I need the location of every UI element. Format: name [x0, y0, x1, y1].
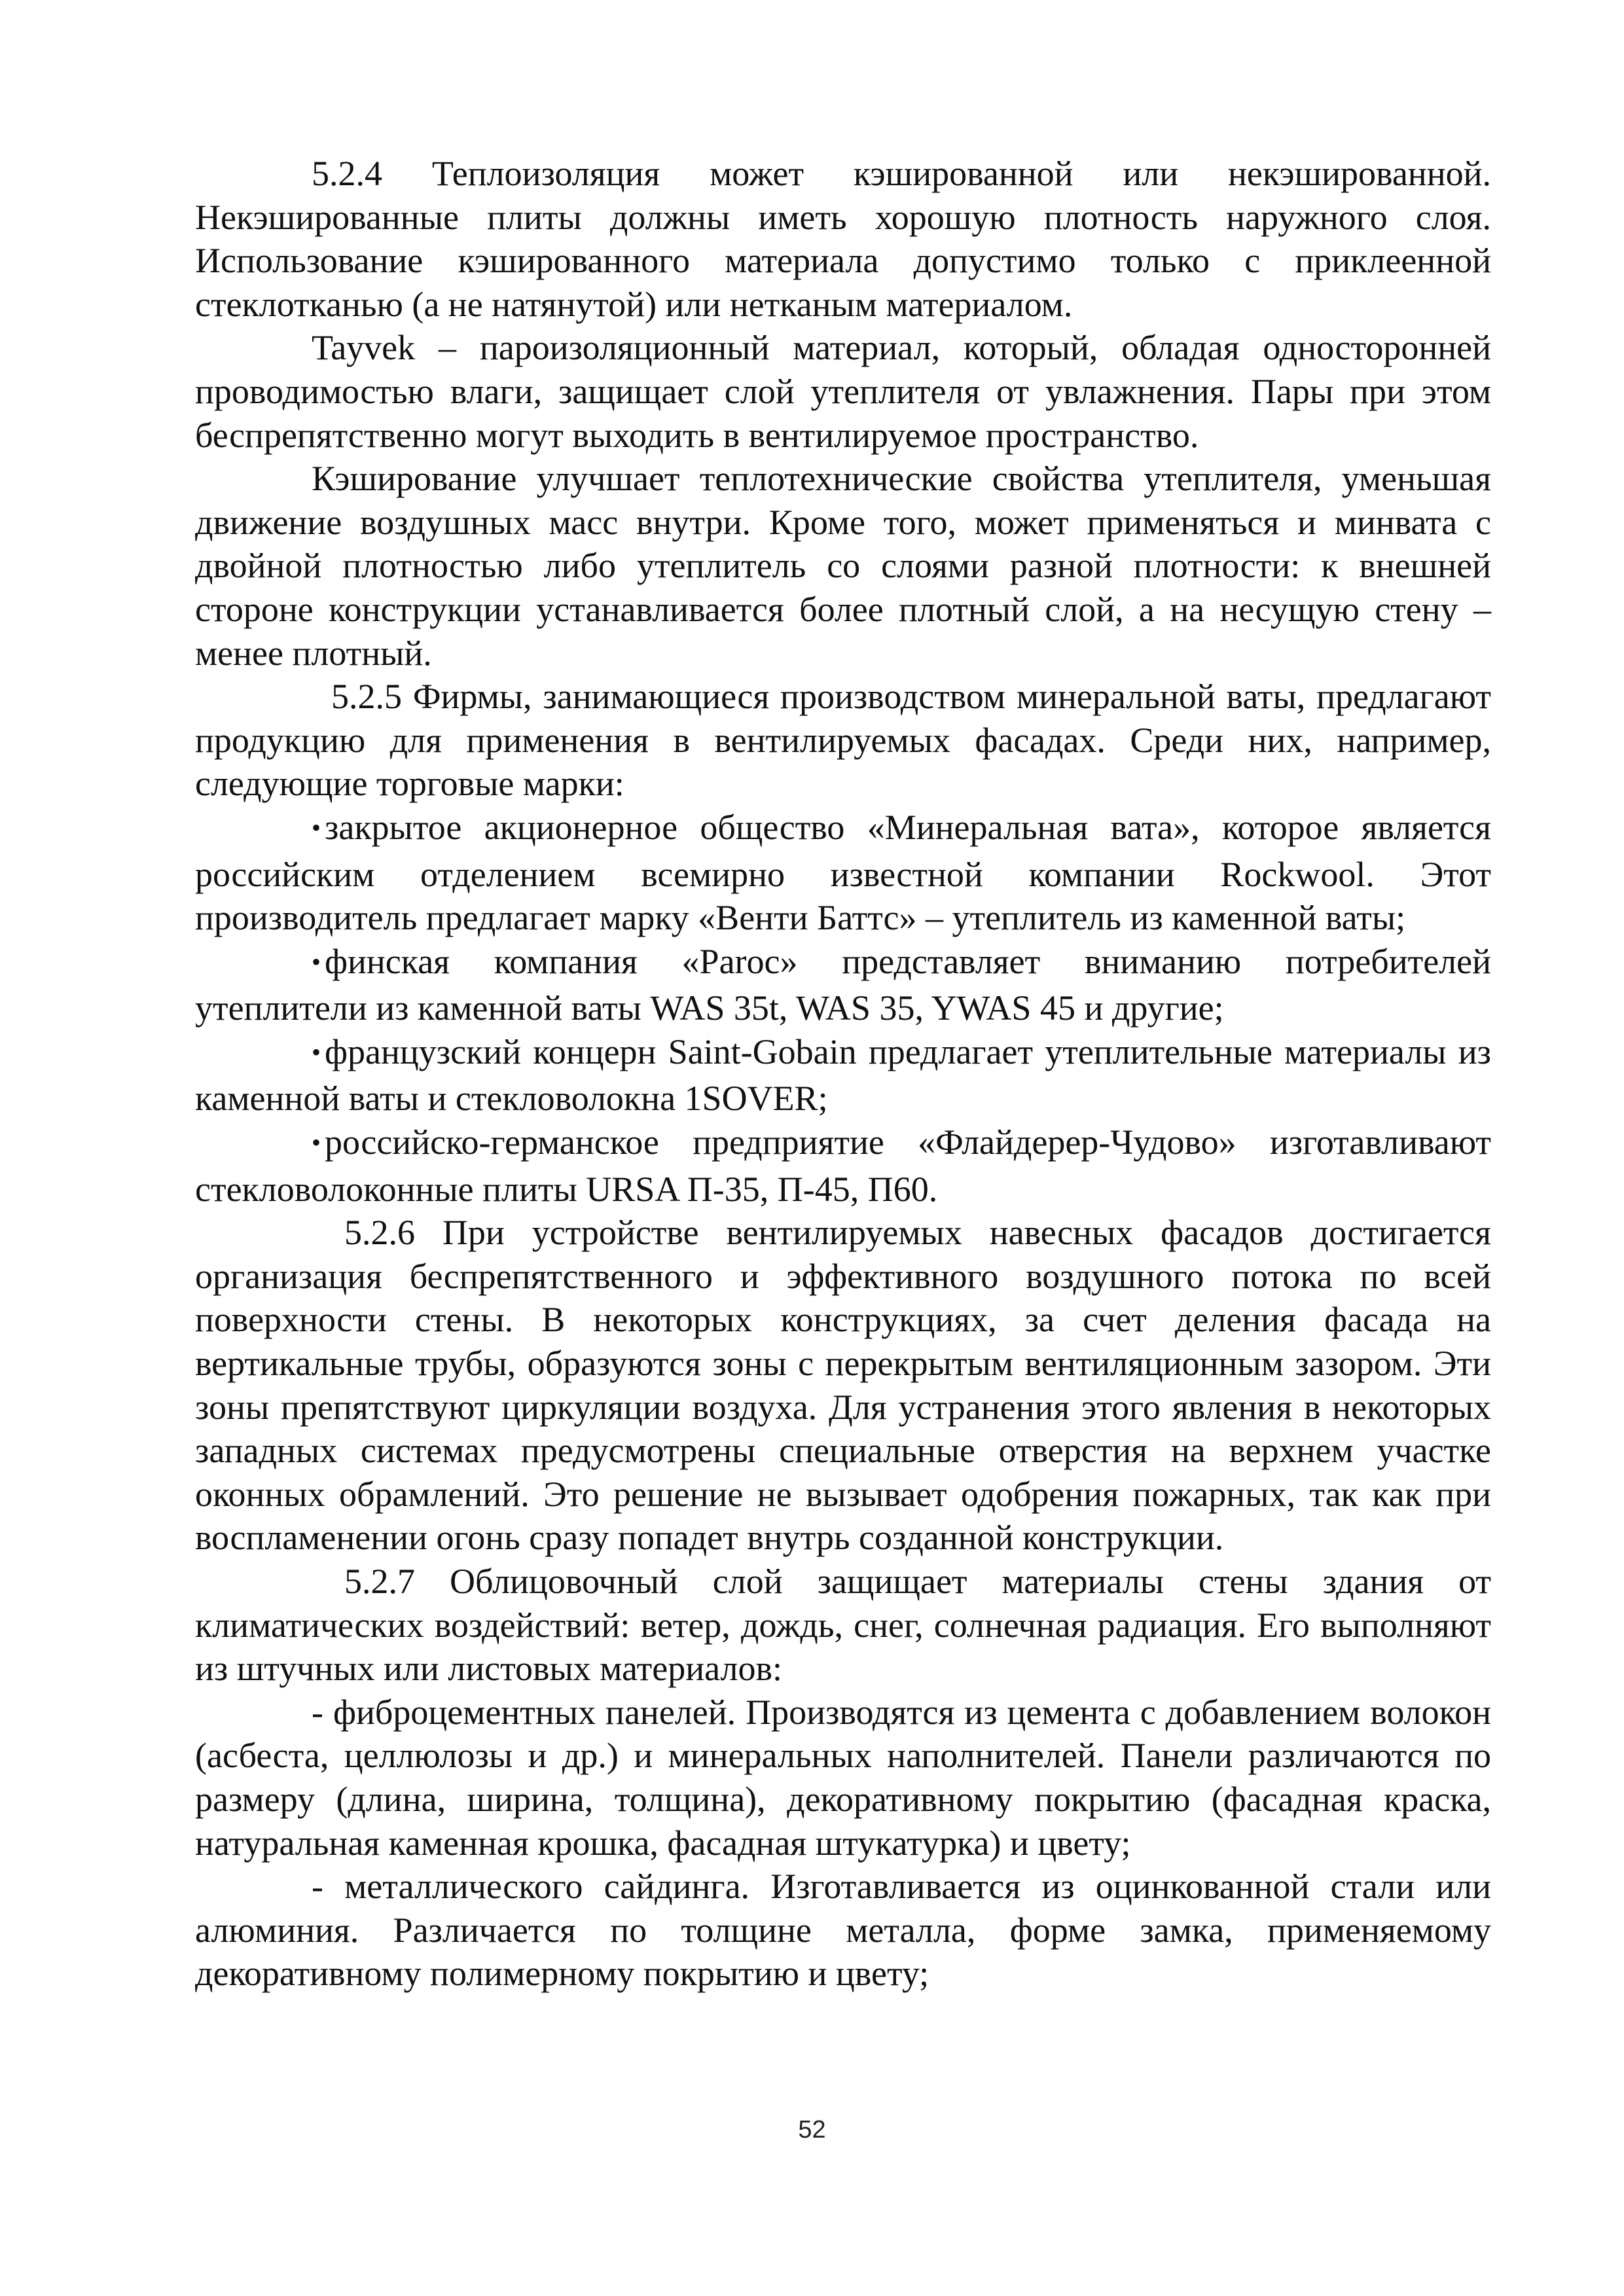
bullet-icon: •: [312, 812, 321, 842]
bullet-icon: •: [312, 946, 321, 977]
list-item: [195, 806, 1491, 940]
dash-item-metal-siding: - металлического сайдинга. Изготавливается из оцинкованной стали или алюминия. Различается по толщине металла, форме замка, применяемому декоративному полимерному покрытию и цвету;: [195, 1867, 1491, 1994]
paragraph-5-2-7: 5.2.7 Облицовочный слой защищает материалы стены здания от климатических воздействий: ветер, дождь, снег, солнечная радиация. Его выполняют из штучных или листовых материалов:: [195, 1562, 1491, 1689]
paragraph-kashirovanie: Кэширование улучшает теплотехнические свойства утеплителя, уменьшая движение воздушных масс внутри. Кроме того, может применяться и минвата с двойной плотностью либо утеплитель со слоями разной плотности: к внешней стороне конструкции устанавливается более плотный слой, а на несущую стену – менее плотный.: [195, 459, 1491, 673]
bullet-icon: •: [312, 1128, 321, 1158]
list-item-text: российско-германское предприятие «Флайдерер-Чудово» изготавливают стекловолоконные плиты URSA П-35, П-45, П60.: [195, 1122, 1491, 1209]
list-item-text: французский концерн Saint-Gobain предлагает утеплительные материалы из каменной ваты и стекловолокна 1SOVER;: [195, 1031, 1491, 1119]
document-page: [195, 152, 1491, 1996]
paragraph-5-2-5: 5.2.5 Фирмы, занимающиеся производством минеральной ваты, предлагают продукцию для применения в вентилируемых фасадах. Среди них, например, следующие торговые марки:: [195, 677, 1491, 804]
list-item-text: закрытое акционерное общество «Минеральная вата», которое является российским отделением всемирно известной компании Rockwool. Этот производитель предлагает марку «Венти Баттс» – утеплитель из каменной ваты;: [195, 807, 1491, 938]
page-number: 52: [798, 2116, 826, 2144]
list-item: [195, 940, 1491, 1030]
bullet-icon: •: [312, 1037, 321, 1067]
paragraph-5-2-6: 5.2.6 При устройстве вентилируемых навесных фасадов достигается организация беспрепятственного и эффективного воздушного потока по всей поверхности стены. В некоторых конструкциях, за счет деления фасада на вертикальные трубы, образуются зоны с перекрытым вентиляционным зазором. Эти зоны препятствуют циркуляции воздуха. Для устранения этого явления в некоторых западных системах предусмотрены специальные отверстия на верхнем участке оконных обрамлений. Это решение не вызывает одобрения пожарных, так как при воспламенении огонь сразу попадет внутрь созданной конструкции.: [195, 1213, 1491, 1558]
dash-item-fibrocement: - фиброцементных панелей. Производятся из цемента с добавлением волокон (асбеста, целлюлозы и др.) и минеральных наполнителей. Панели различаются по размеру (длина, ширина, толщина), декоративному покрытию (фасадная краска, натуральная каменная крошка, фасадная штукатурка) и цвету;: [195, 1692, 1491, 1863]
paragraph-5-2-4: 5.2.4 Теплоизоляция может кэшированной или некэшированной. Некэшированные плиты должны иметь хорошую плотность наружного слоя. Использование кэшированного материала допустимо только с приклеенной стеклотканью (а не натянутой) или нетканым материалом.: [195, 154, 1491, 324]
paragraph-tayvek: Tayvek – пароизоляционный материал, который, обладая односторонней проводимостью влаги, защищает слой утеплителя от увлажнения. Пары при этом беспрепятственно могут выходить в вентилируемое пространство.: [195, 328, 1491, 455]
list-item: [195, 1121, 1491, 1211]
list-item: [195, 1030, 1491, 1121]
list-item-text: финская компания «Paroc» представляет вниманию потребителей утеплители из каменной ваты WAS 35t, WAS 35, YWAS 45 и другие;: [195, 941, 1491, 1028]
